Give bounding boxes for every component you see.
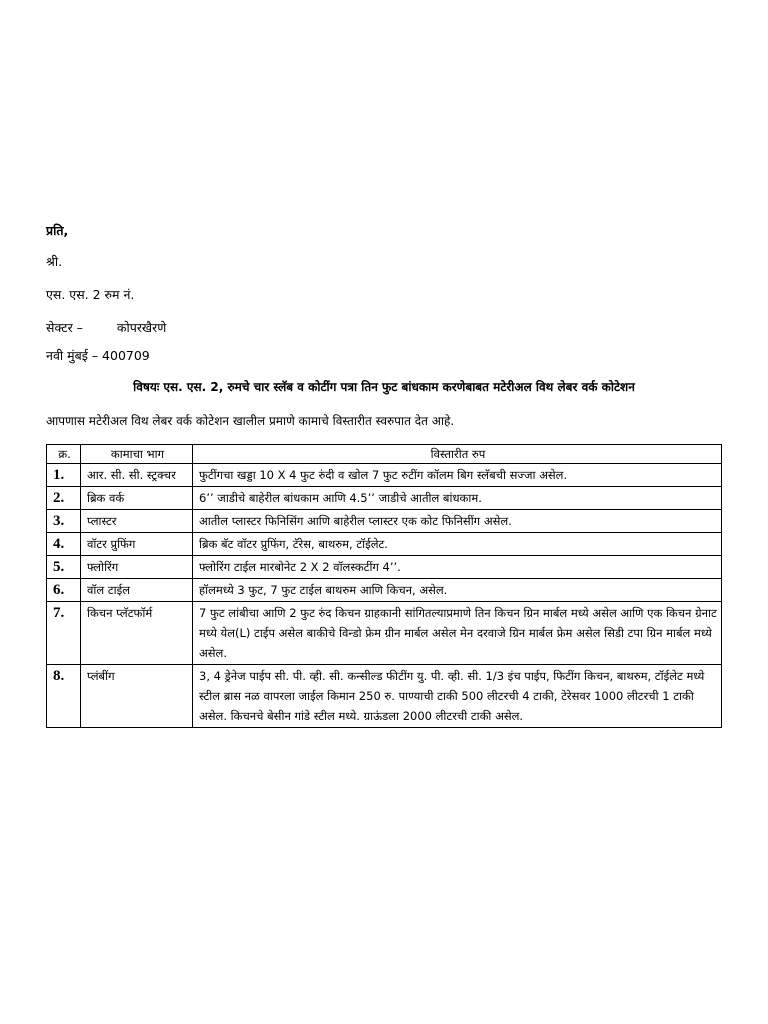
row-work-part: वॉल टाईल <box>81 579 193 602</box>
row-number: 4. <box>47 533 81 556</box>
table-row <box>47 556 722 579</box>
row-detail: 6’’ जाडीचे बाहेरील बांधकाम आणि 4.5’’ जाडीचे आतील बांधकाम. <box>193 487 722 510</box>
row-number: 8. <box>47 665 81 728</box>
recipient-name: श्री. <box>46 254 63 269</box>
quotation-table <box>46 444 722 728</box>
row-work-part: वॉटर प्रुफिंग <box>81 533 193 556</box>
row-work-part: ब्रिक वर्क <box>81 487 193 510</box>
row-detail: ब्रिक बॅट वॉटर प्रुफिंग, टॅरेस, बाथरुम, टॉईलेट. <box>193 533 722 556</box>
sector-label: सेक्टर – <box>46 320 83 335</box>
row-work-part: किचन प्लॅटफॉर्म <box>81 602 193 665</box>
row-number: 5. <box>47 556 81 579</box>
row-number: 7. <box>47 602 81 665</box>
row-number: 2. <box>47 487 81 510</box>
intro-text: आपणास मटेरीअल विथ लेबर वर्क कोटेशन खालील प्रमाणे कामाचे विस्तारीत स्वरुपात देत आहे. <box>46 414 455 428</box>
table-row <box>47 464 722 487</box>
row-detail: फुटींगचा खड्डा 10 X 4 फुट रुंदी व खोल 7 फुट रुटींग कॉलम बिग स्लॅबची सज्जा असेल. <box>193 464 722 487</box>
row-detail: हॉलमध्ये 3 फुट, 7 फुट टाईल बाथरुम आणि किचन, असेल. <box>193 579 722 602</box>
table-row <box>47 579 722 602</box>
row-work-part: फ्लोरिंग <box>81 556 193 579</box>
row-work-part: प्लंबींग <box>81 665 193 728</box>
table-row <box>47 510 722 533</box>
row-number: 3. <box>47 510 81 533</box>
subject-line: विषयः एस. एस. 2, रुमचे चार स्लॅब व कोटींग पत्रा तिन फुट बांधकाम करणेबाबत मटेरीअल विथ लेबर वर्क कोटेशन <box>133 380 635 394</box>
recipient-sector <box>46 319 166 336</box>
sector-value: कोपरखैरणे <box>116 320 167 335</box>
row-detail: 7 फुट लांबीचा आणि 2 फुट रुंद किचन ग्राहकानी सांगितल्याप्रमाणे तिन किचन ग्रिन मार्बल मध्ये असेल आणि एक किचन ग्रेनाट मध्ये येल(L) टाईप असेल बाकीचे विन्डो फ्रेम ग्रीन मार्बल असेल मेन दरवाजे ग्रिन मार्बल फ्रेम असेल सिडी टपा ग्रिन मार्बल मध्ये असेल. <box>193 602 722 665</box>
row-number: 6. <box>47 579 81 602</box>
table-row <box>47 487 722 510</box>
col-header-details: विस्तारीत रुप <box>193 445 722 464</box>
table-row <box>47 533 722 556</box>
col-header-number: क्र. <box>47 445 81 464</box>
recipient-city: नवी मुंबई – 400709 <box>46 348 150 363</box>
recipient-room: एस. एस. 2 रुम नं. <box>46 287 135 302</box>
table-header-row <box>47 445 722 464</box>
col-header-work-part: कामाचा भाग <box>81 445 193 464</box>
row-detail: 3, 4 ड्रेनेज पाईप सी. पी. व्ही. सी. कन्सील्ड फीटींग यु. पी. व्ही. सी. 1/3 इंच पाईप, फिटींग किचन, बाथरुम, टॉईलेट मध्ये स्टील ब्रास नळ वापरला जाईल किमान 250 रु. पाण्याची टाकी 500 लीटरची 4 टाकी, टेरेसवर 1000 लीटरची 1 टाकी असेल. किचनचे बेसीन गांडे स्टील मध्ये. ग्राऊंडला 2000 लीटरची टाकी असेल. <box>193 665 722 728</box>
table-row <box>47 602 722 665</box>
row-number: 1. <box>47 464 81 487</box>
row-work-part: प्लास्टर <box>81 510 193 533</box>
table-row <box>47 665 722 728</box>
row-detail: फ्लोरिंग टाईल मारबोनेट 2 X 2 वॉलस्कटींग 4’’. <box>193 556 722 579</box>
recipient-salutation: प्रति, <box>46 223 69 238</box>
row-work-part: आर. सी. सी. स्ट्रक्चर <box>81 464 193 487</box>
row-detail: आतील प्लास्टर फिनिसिंग आणि बाहेरील प्लास्टर एक कोट फिनिसींग असेल. <box>193 510 722 533</box>
